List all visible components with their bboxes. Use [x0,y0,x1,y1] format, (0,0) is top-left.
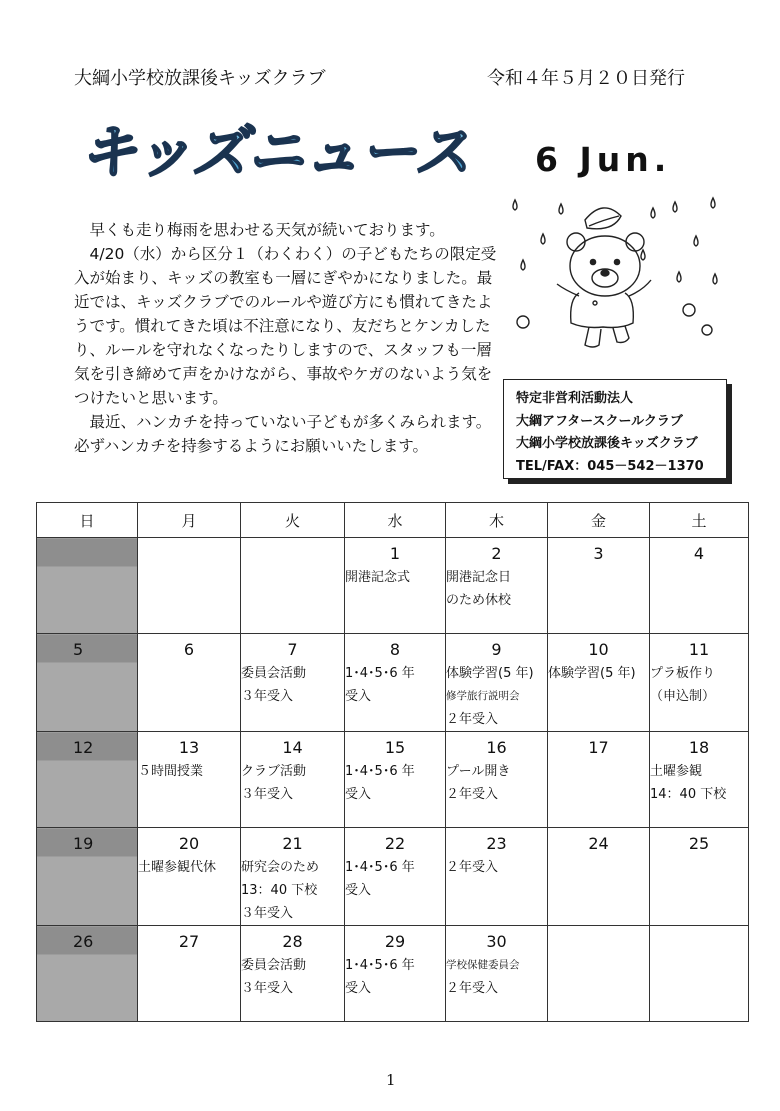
day-number: 19 [73,834,94,853]
calendar-day-cell [241,538,345,634]
weekday-header: 日 [37,503,138,538]
day-events [345,662,445,708]
calendar-event: 土曜参観 [650,764,703,779]
calendar-day-cell [345,732,446,828]
day-number: 22 [384,834,406,853]
day-events [345,566,445,589]
calendar-day-cell [241,926,345,1022]
issue-date: 令和４年５月２０日発行 [487,68,685,89]
calendar-event: 修学旅行説明会 [446,690,520,702]
calendar-day-cell [548,828,650,926]
intro-text [74,218,504,458]
calendar-event: 体験学習(5 年) [446,666,534,681]
calendar-day-cell [241,828,345,926]
calendar-day-cell [548,634,650,732]
day-events [138,760,240,783]
calendar-day-cell [650,634,749,732]
day-events [241,954,344,1000]
day-number: 14 [282,738,303,757]
day-number: 23 [486,834,507,853]
weekday-header-row [37,503,749,538]
day-events [241,662,344,708]
org-club: 大綱小学校放課後キッズクラブ [516,436,698,451]
calendar-day-cell [345,634,446,732]
calendar-day-cell [138,538,241,634]
day-number: 25 [688,834,710,853]
day-events [241,760,344,806]
day-number: 10 [588,640,609,659]
calendar-day-cell [548,732,650,828]
calendar-day-cell [37,926,138,1022]
calendar-week-row [37,926,749,1022]
calendar-day-cell [446,828,548,926]
calendar-event: ２年受入 [446,787,499,802]
calendar-week-row [37,634,749,732]
intro-paragraph: 4/20（水）から区分１（わくわく）の子どもたちの限定受入が始まり、キッズの教室も一層にぎやかになりました。最近では、キッズクラブでのルールや遊び方にも慣れてきたようです。慣れてきた頃は不注意になり、友だちとケンカしたり、ルールを守れなくなったりしますので、スタッフも一層気を引き締めて声をかけながら、事故やケガのないよう気をつけたいと思います。 [74,245,497,407]
calendar-event: ２年受入 [446,860,499,875]
day-number: 15 [384,738,406,757]
calendar-event: クラブ活動 [241,764,307,779]
calendar-event: ２年受入 [446,981,499,996]
org-type: 特定非営利活動法人 [516,391,634,406]
calendar-day-cell [37,538,138,634]
day-number: 5 [73,640,84,659]
weekday-header: 木 [446,503,548,538]
day-number: 6 [183,640,195,659]
calendar-event: 開港記念日 [446,570,512,585]
calendar-event: プール開き [446,764,511,779]
calendar-day-cell [345,926,446,1022]
day-number: 3 [593,544,604,563]
weekday-header: 火 [241,503,345,538]
day-number: 17 [588,738,609,757]
calendar-day-cell [138,926,241,1022]
calendar-event: 委員会活動 [241,666,307,681]
day-number: 18 [688,738,710,757]
day-number: 24 [588,834,609,853]
calendar-day-cell [548,538,650,634]
calendar-day-cell [650,926,749,1022]
calendar-event: プラ板作り [650,666,716,681]
calendar-day-cell [650,538,749,634]
intro-paragraph: 最近、ハンカチを持っていない子どもが多くみられます。必ずハンカチを持参するようにお願いいたします。 [74,413,492,455]
calendar-week-row [37,732,749,828]
calendar-day-cell [446,634,548,732]
calendar-day-cell [138,732,241,828]
calendar-event: 体験学習(5 年) [548,666,636,681]
calendar-event: 土曜参観代休 [138,860,217,875]
day-number: 11 [688,640,710,659]
calendar-day-cell [548,926,650,1022]
day-number: 9 [491,640,502,659]
day-number: 13 [178,738,200,757]
calendar-event: 1･4･5･6 年 [345,958,415,973]
calendar-event: ３年受入 [241,787,294,802]
calendar-event: 開港記念式 [345,570,411,585]
calendar-event: 受入 [345,787,372,802]
calendar-day-cell [37,828,138,926]
weekday-header: 金 [548,503,650,538]
day-events [446,954,547,1000]
day-events [650,760,748,806]
calendar-week-row [37,828,749,926]
calendar-day-cell [37,634,138,732]
calendar-event: ３年受入 [241,906,294,921]
calendar-day-cell [345,828,446,926]
calendar-day-cell [345,538,446,634]
day-number: 26 [73,932,94,951]
calendar-event: 受入 [345,981,372,996]
organization-box [503,379,727,479]
day-number: 4 [693,544,705,563]
month-label: 6 Jun. [535,140,672,179]
day-events [345,954,445,1000]
calendar-event: （申込制） [650,689,716,704]
day-events [446,662,547,731]
calendar-event: ２年受入 [446,712,499,727]
day-events [345,760,445,806]
calendar-event: 1･4･5･6 年 [345,666,415,681]
calendar-event: 1･4･5･6 年 [345,764,415,779]
day-number: 27 [178,932,200,951]
calendar-event: 学校保健委員会 [446,959,520,971]
calendar-day-cell [650,732,749,828]
newsletter-title-logo [76,112,476,188]
calendar-table [36,502,749,1022]
calendar-day-cell [138,634,241,732]
calendar-event: のため休校 [446,593,512,608]
day-events [446,760,547,806]
calendar-event: 委員会活動 [241,958,307,973]
day-number: 2 [491,544,502,563]
weekday-header: 土 [650,503,749,538]
org-name: 大綱アフタースクールクラブ [516,413,683,429]
day-number: 30 [486,932,507,951]
bear-in-rain-illustration [503,190,723,365]
calendar-day-cell [446,732,548,828]
calendar-day-cell [241,634,345,732]
calendar-event: ３年受入 [241,981,294,996]
day-number: 28 [282,932,303,951]
day-events [446,566,547,612]
calendar-day-cell [37,732,138,828]
day-events [241,856,344,925]
org-contact: TEL/FAX：045－542－1370 [516,458,704,474]
day-number: 1 [389,544,401,563]
day-number: 29 [384,932,406,951]
day-events [548,662,649,685]
calendar-day-cell [446,926,548,1022]
day-number: 12 [73,738,94,757]
day-events [138,856,240,879]
day-events [650,662,748,708]
day-events [446,856,547,879]
calendar-event: 受入 [345,689,372,704]
page-number: 1 [386,1071,396,1089]
calendar-event: 研究会のため [241,860,320,875]
day-number: 20 [178,834,200,853]
weekday-header: 水 [345,503,446,538]
calendar-event: ５時間授業 [138,764,204,779]
calendar-event: 受入 [345,883,372,898]
calendar-day-cell [138,828,241,926]
day-number: 7 [287,640,298,659]
calendar-event: 14：40 下校 [650,787,727,802]
calendar-event: 13：40 下校 [241,883,318,898]
calendar-day-cell [241,732,345,828]
calendar-event: 1･4･5･6 年 [345,860,415,875]
day-events [345,856,445,902]
day-number: 16 [486,738,507,757]
day-number: 8 [389,640,401,659]
newsletter-title: キッズニュース [80,118,470,186]
club-name: 大綱小学校放課後キッズクラブ [74,68,326,89]
calendar-day-cell [446,538,548,634]
weekday-header: 月 [138,503,241,538]
calendar-day-cell [650,828,749,926]
intro-paragraph: 早くも走り梅雨を思わせる天気が続いております。 [89,221,445,239]
day-number: 21 [282,834,303,853]
calendar-body [37,538,749,1022]
calendar-event: ３年受入 [241,689,294,704]
calendar-week-row [37,538,749,634]
